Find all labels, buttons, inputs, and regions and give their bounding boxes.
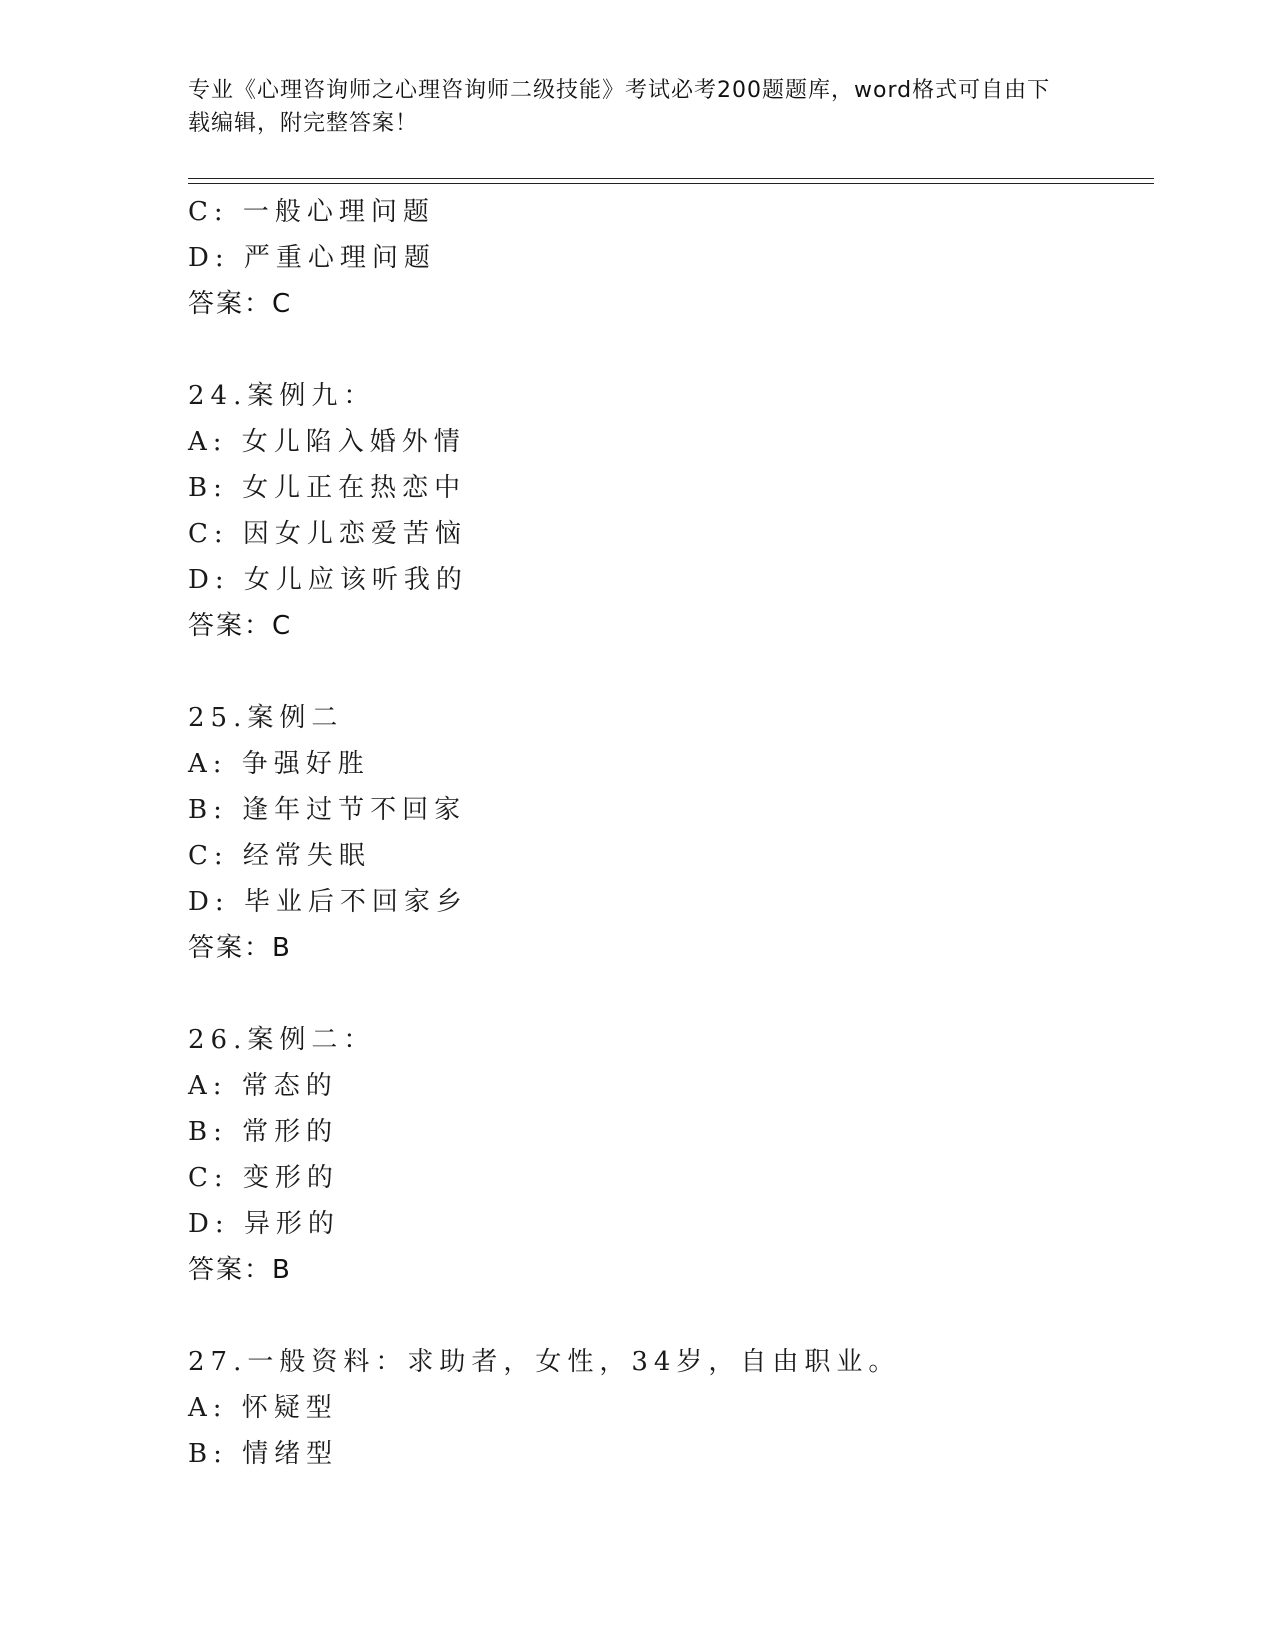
- question-title: 27.一般资料：求助者，女性，34岁，自由职业。: [188, 1347, 901, 1377]
- spacer: [188, 649, 1148, 695]
- option-b: B: 女儿正在热恋中: [188, 473, 467, 503]
- option-a: A: 怀疑型: [188, 1393, 338, 1423]
- header-rule-bottom: [188, 183, 1154, 184]
- answer-line: 答案：B: [188, 933, 292, 963]
- answer-line: 答案：B: [188, 1255, 292, 1285]
- spacer: [188, 327, 1148, 373]
- option-b: B: 情绪型: [188, 1439, 339, 1469]
- spacer: [188, 971, 1148, 1017]
- option-d: D: 异形的: [188, 1209, 340, 1239]
- question-title: 25.案例二: [188, 703, 344, 733]
- question-title: 26.案例二：: [188, 1025, 376, 1055]
- answer-line: 答案：C: [188, 289, 293, 319]
- option-a: A: 女儿陷入婚外情: [188, 427, 466, 457]
- option-a: A: 争强好胜: [188, 749, 370, 779]
- option-c: C: 经常失眠: [188, 841, 371, 871]
- option-d: D: 毕业后不回家乡: [188, 887, 468, 917]
- answer-line: 答案：C: [188, 611, 293, 641]
- option-b: B: 常形的: [188, 1117, 339, 1147]
- option-c: C: 变形的: [188, 1163, 339, 1193]
- option-b: B: 逢年过节不回家: [188, 795, 467, 825]
- option-a: A: 常态的: [188, 1071, 338, 1101]
- question-title: 24.案例九：: [188, 381, 376, 411]
- spacer: [188, 1293, 1148, 1339]
- document-header: 专业《心理咨询师之心理咨询师二级技能》考试必考200题题库，word格式可自由下载编辑，附完整答案！: [188, 78, 1051, 136]
- option-d: D: 严重心理问题: [188, 243, 436, 273]
- option-c: C: 一般心理问题: [188, 197, 435, 227]
- option-c: C: 因女儿恋爱苦恼: [188, 519, 467, 549]
- option-d: D: 女儿应该听我的: [188, 565, 468, 595]
- question-list: [188, 189, 1148, 1477]
- header-rule-top: [188, 178, 1154, 179]
